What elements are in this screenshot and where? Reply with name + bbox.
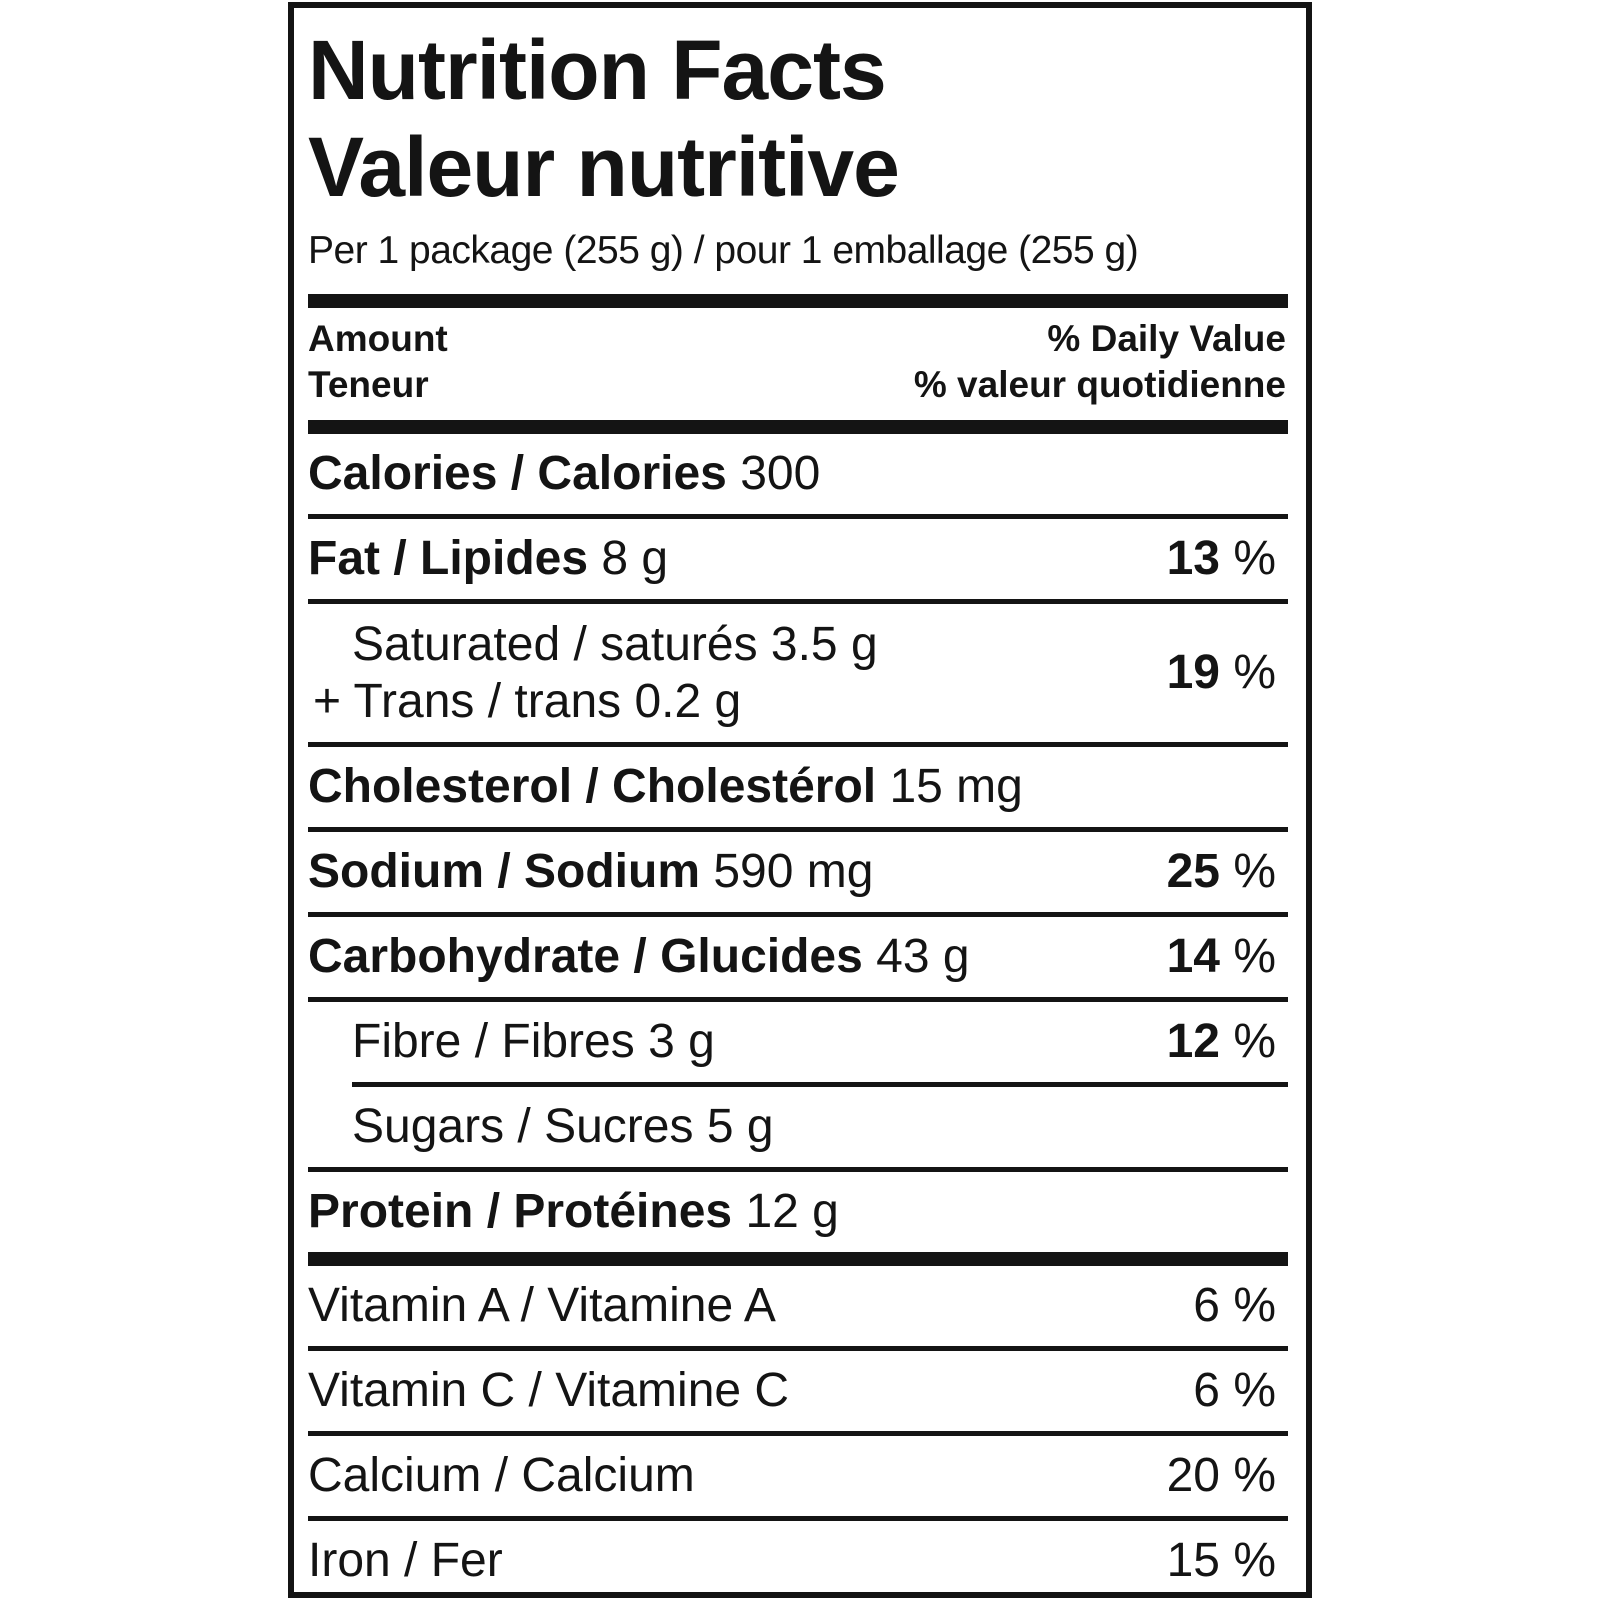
trans-line: + Trans / trans 0.2 g bbox=[313, 675, 742, 728]
vitamin-a-row bbox=[308, 1266, 1288, 1346]
thick-divider-top bbox=[308, 294, 1288, 308]
title-french: Valeur nutritive bbox=[308, 120, 899, 214]
carbohydrate-amount: 43 g bbox=[876, 930, 970, 983]
vitamin-c-daily-value: 6 % bbox=[1193, 1364, 1276, 1417]
daily-value-label-fr: % valeur quotidienne bbox=[913, 364, 1286, 405]
vitamin-c-row bbox=[308, 1351, 1288, 1431]
cholesterol-label: Cholesterol / Cholestérol 15 mg bbox=[308, 760, 1023, 813]
carbohydrate-daily-value: 14 % bbox=[1166, 930, 1276, 983]
fat-amount: 8 g bbox=[601, 532, 669, 585]
calories-label: Calories / Calories 300 bbox=[308, 447, 821, 500]
thick-divider-micronutrients bbox=[308, 1252, 1288, 1266]
protein-label: Protein / Protéines 12 g bbox=[308, 1185, 839, 1238]
sugars-row bbox=[308, 1087, 1288, 1167]
sugars-label: Sugars / Sucres 5 g bbox=[352, 1100, 774, 1153]
title-english: Nutrition Facts bbox=[308, 23, 886, 117]
saturated-line: Saturated / saturés 3.5 g bbox=[352, 618, 878, 671]
calcium-label: Calcium / Calcium bbox=[308, 1449, 695, 1502]
daily-value-header bbox=[914, 316, 1288, 408]
nutrition-facts-label bbox=[288, 2, 1312, 1598]
iron-label: Iron / Fer bbox=[308, 1534, 503, 1587]
calcium-row bbox=[308, 1436, 1288, 1516]
sodium-daily-value: 25 % bbox=[1166, 845, 1276, 898]
carbohydrate-label: Carbohydrate / Glucides 43 g bbox=[308, 930, 970, 983]
cholesterol-row bbox=[308, 747, 1288, 827]
calcium-daily-value: 20 % bbox=[1166, 1449, 1276, 1502]
cholesterol-amount: 15 mg bbox=[889, 760, 1023, 813]
amount-label-fr: Teneur bbox=[308, 364, 429, 405]
vitamin-a-label: Vitamin A / Vitamine A bbox=[308, 1279, 776, 1332]
carbohydrate-row bbox=[308, 917, 1288, 997]
fibre-row bbox=[308, 1002, 1288, 1082]
vitamin-a-daily-value: 6 % bbox=[1193, 1279, 1276, 1332]
sugars-amount: 5 g bbox=[706, 1100, 774, 1153]
column-header bbox=[308, 316, 1288, 408]
saturated-trans-label bbox=[308, 616, 878, 730]
vitamin-c-label: Vitamin C / Vitamine C bbox=[308, 1364, 790, 1417]
sodium-amount: 590 mg bbox=[713, 845, 874, 898]
iron-daily-value: 15 % bbox=[1166, 1534, 1276, 1587]
fat-label: Fat / Lipides 8 g bbox=[308, 532, 669, 585]
saturated-trans-daily-value: 19 % bbox=[1166, 646, 1276, 699]
sodium-row bbox=[308, 832, 1288, 912]
fibre-label: Fibre / Fibres 3 g bbox=[352, 1015, 715, 1068]
thick-divider-header bbox=[308, 420, 1288, 434]
daily-value-label-en: % Daily Value bbox=[1047, 318, 1286, 359]
amount-label-en: Amount bbox=[308, 318, 448, 359]
saturated-trans-row bbox=[308, 604, 1288, 742]
fat-row bbox=[308, 519, 1288, 599]
sodium-label: Sodium / Sodium 590 mg bbox=[308, 845, 874, 898]
protein-row bbox=[308, 1172, 1288, 1252]
calories-value: 300 bbox=[740, 447, 821, 500]
calories-row bbox=[308, 434, 1288, 514]
fat-daily-value: 13 % bbox=[1166, 532, 1276, 585]
serving-size: Per 1 package (255 g) / pour 1 emballage (255 g) bbox=[308, 229, 1139, 272]
protein-amount: 12 g bbox=[745, 1185, 839, 1238]
iron-row bbox=[308, 1521, 1288, 1600]
fibre-daily-value: 12 % bbox=[1166, 1015, 1276, 1068]
amount-header bbox=[308, 316, 448, 408]
fibre-amount: 3 g bbox=[648, 1015, 715, 1068]
